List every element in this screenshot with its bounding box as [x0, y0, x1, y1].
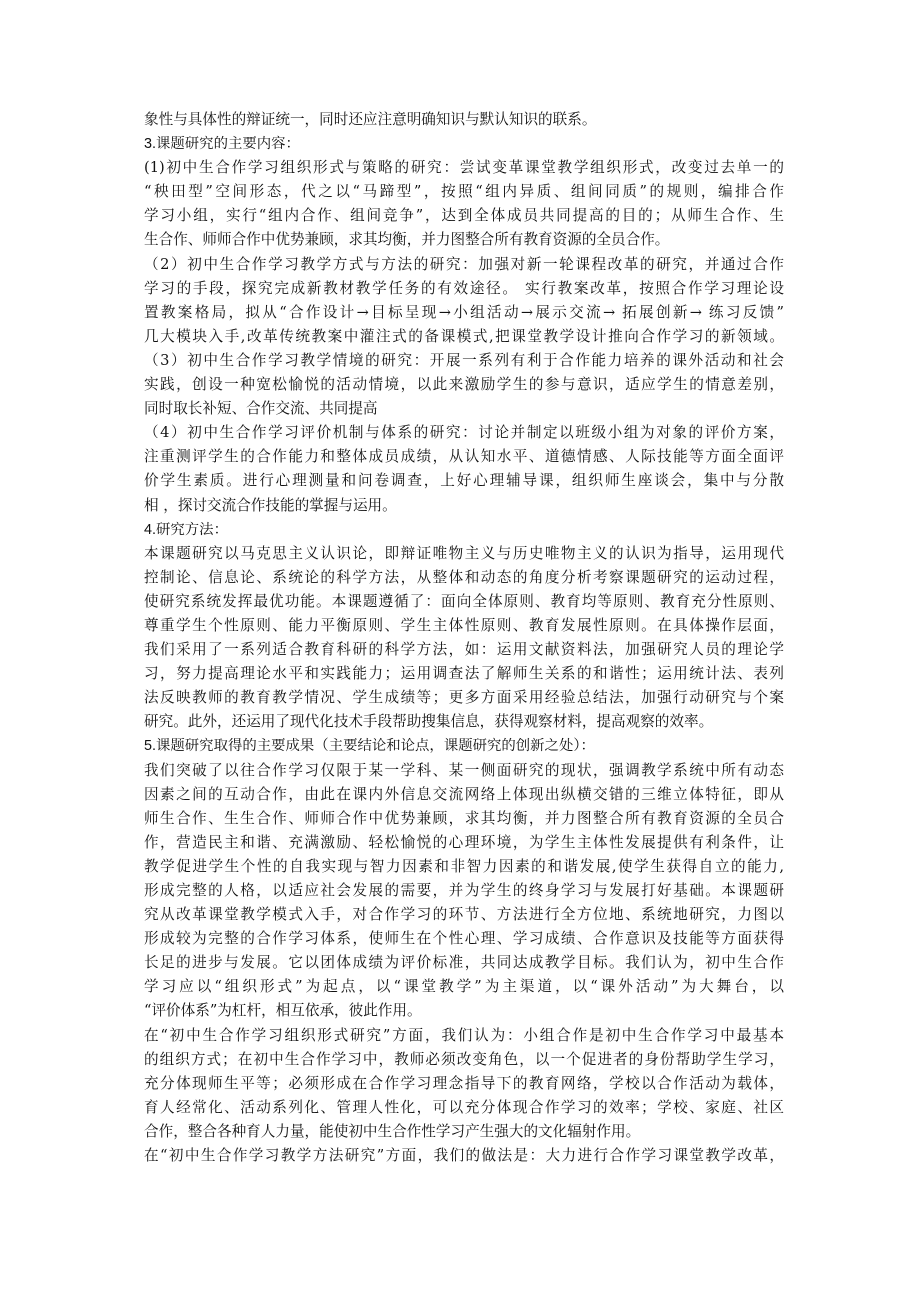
text-line: (1)初中生合作学习组织形式与策略的研究：尝试变革课堂教学组织形式，改变过去单一的: [144, 159, 784, 177]
text-line: 实践，创设一种宽松愉悦的活动情境，以此来激励学生的参与意识，适应学生的情意差别，: [144, 376, 784, 394]
text-line: 同时取长补短、合作交流、共同提高: [144, 400, 378, 418]
text-line: 师生合作、生生合作、师师合作中优势兼顾，求其均衡，并力图整合所有教育资源的全员合: [144, 809, 784, 827]
text-line: 学习小组，实行“组内合作、组间竞争”，达到全体成员共同提高的目的；从师生合作、生: [144, 207, 784, 225]
text-line: 生合作、师师合作中优势兼顾，求其均衡，并力图整合所有教育资源的全员合作。: [144, 231, 670, 249]
text-line: 究从改革课堂教学模式入手，对合作学习的环节、方法进行全方位地、系统地研究，力图以: [144, 906, 784, 924]
text-line: “秧田型”空间形态，代之以“马蹄型”，按照“组内异质、组间同质”的规则，编排合作: [144, 183, 784, 201]
section-heading: 5.课题研究取得的主要成果（主要结论和论点，课题研究的创新之处）：: [144, 738, 595, 755]
text-line: 在“初中生合作学习教学方法研究”方面，我们的做法是：大力进行合作学习课堂教学改革，: [144, 1147, 784, 1165]
text-line: 长足的进步与发展。它以团体成绩为评价标准，共同达成教学目标。我们认为，初中生合作: [144, 954, 784, 972]
text-line: 相 ，探讨交流合作技能的掌握与运用。: [144, 496, 397, 514]
text-line: 充分体现师生平等；必须形成在合作学习理念指导下的教育网络，学校以合作活动为载体，: [144, 1074, 784, 1092]
text-line: 习，努力提高理论水平和实践能力；运用调查法了解师生关系的和谐性；运用统计法、表列: [144, 665, 784, 683]
text-line: 形成较为完整的合作学习体系，使师生在个性心理、学习成绩、合作意识及技能等方面获得: [144, 930, 784, 948]
text-line: （3）初中生合作学习教学情境的研究：开展一系列有利于合作能力培养的课外活动和社会: [144, 351, 784, 369]
text-line: 象性与具体性的辩证统一，同时还应注意明确知识与默认知识的联系。: [144, 111, 597, 128]
text-line: 本课题研究以马克思主义认识论，即辩证唯物主义与历史唯物主义的认识为指导，运用现代: [144, 544, 784, 562]
text-line: 几大模块入手,改革传统教案中灌注式的备课模式,把课堂教学设计推向合作学习的新领域。: [144, 327, 784, 345]
text-line: 使研究系统发挥最优功能。本课题遵循了：面向全体原则、教育均等原则、教育充分性原则、: [144, 592, 784, 610]
text-line: 教学促进学生个性的自我实现与智力因素和非智力因素的和谐发展,使学生获得自立的能力,: [144, 857, 784, 875]
text-line: 的组织方式；在初中生合作学习中，教师必须改变角色，以一个促进者的身份帮助学生学习，: [144, 1050, 784, 1068]
text-line: 控制论、信息论、系统论的科学方法，从整体和动态的角度分析考察课题研究的运动过程，: [144, 568, 784, 586]
section-heading: 4.研究方法：: [144, 521, 228, 538]
text-line: 学习应以“组织形式”为起点，以“课堂教学”为主渠道，以“课外活动”为大舞台，以: [144, 978, 784, 996]
text-line: 价学生素质。进行心理测量和问卷调查，上好心理辅导课，组织师生座谈会，集中与分散: [144, 472, 784, 490]
document-page: [144, 108, 784, 1168]
text-line: 置教案格局，拟从“合作设计→目标呈现→小组活动→展示交流→ 拓展创新→ 练习反馈”: [144, 303, 784, 321]
text-line: 注重测评学生的合作能力和整体成员成绩，从认知水平、道德情感、人际技能等方面全面评: [144, 448, 784, 466]
text-line: （4）初中生合作学习评价机制与体系的研究：讨论并制定以班级小组为对象的评价方案，: [144, 424, 784, 442]
text-line: 我们采用了一系列适合教育科研的科学方法，如：运用文献资料法，加强研究人员的理论学: [144, 641, 784, 659]
text-line: 我们突破了以往合作学习仅限于某一学科、某一侧面研究的现状，强调教学系统中所有动态: [144, 761, 784, 779]
text-line: 法反映教师的教育教学情况、学生成绩等；更多方面采用经验总结法，加强行动研究与个案: [144, 689, 784, 707]
text-line: （2）初中生合作学习教学方式与方法的研究：加强对新一轮课程改革的研究，并通过合作: [144, 255, 784, 273]
text-line: 形成完整的人格，以适应社会发展的需要，并为学生的终身学习与发展打好基础。本课题研: [144, 882, 784, 899]
text-line: 学习的手段，探究完成新教材教学任务的有效途径。 实行教案改革，按照合作学习理论设: [144, 279, 784, 297]
text-line: 因素之间的互动合作，由此在课内外信息交流网络上体现出纵横交错的三维立体特征，即从: [144, 785, 784, 803]
text-line: 合作，整合各种育人力量，能使初中生合作性学习产生强大的文化辐射作用。: [144, 1122, 641, 1140]
text-line: 育人经常化、活动系列化、管理人性化，可以充分体现合作学习的效率；学校、家庭、社区: [144, 1098, 784, 1116]
section-heading: 3.课题研究的主要内容：: [144, 136, 300, 153]
text-line: 研究。此外，还运用了现代化技术手段帮助搜集信息，获得观察材料，提高观察的效率。: [144, 713, 714, 731]
text-line: 作，营造民主和谐、充满激励、轻松愉悦的心理环境，为学生主体性发展提供有利条件，让: [144, 833, 784, 851]
text-line: 尊重学生个性原则、能力平衡原则、学生主体性原则、教育发展性原则。在具体操作层面，: [144, 616, 784, 634]
text-line: 在“初中生合作学习组织形式研究”方面，我们认为：小组合作是初中生合作学习中最基本: [144, 1026, 784, 1044]
text-line: “评价体系”为杠杆，相互依承，彼此作用。: [144, 1002, 422, 1020]
